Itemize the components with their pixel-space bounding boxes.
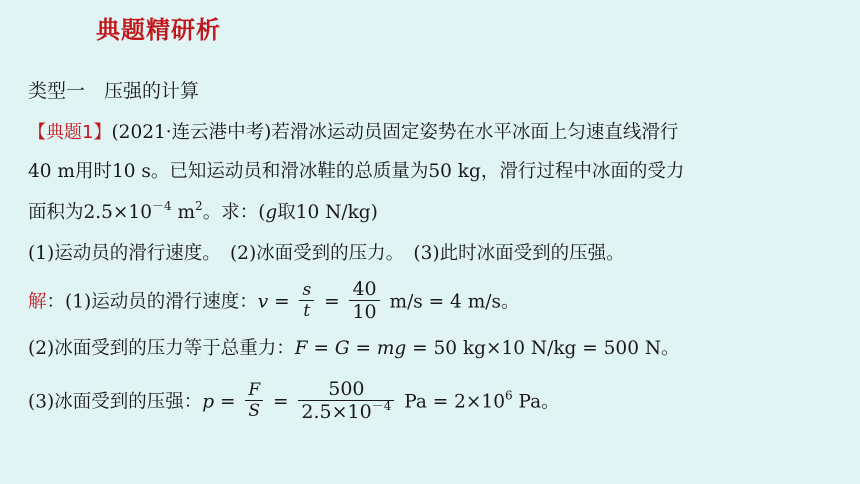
s-over-t-fraction [299,280,314,321]
problem-tag: 【典题1】 [28,122,112,143]
pressure-result-exponent: 6 [504,388,513,403]
ask-text: 。求：( [202,202,266,223]
velocity-result: m/s = 4 m/s。 [383,291,520,313]
pressure-symbol: p [202,391,215,413]
page-title: 典题精研析 [96,16,221,44]
problem-line2-text: 40 m用时10 s。已知运动员和滑冰鞋的总质量为50 kg，滑行过程中冰面的受力 [28,161,685,182]
solution-line-2 [28,335,680,363]
mg-symbol: mg [376,338,407,359]
fraction-denominator: S [248,401,261,421]
equals-sign: = [267,391,295,413]
g-symbol: g [265,202,278,223]
denominator-exponent: －4 [371,399,392,413]
problem-line-2 [28,158,684,186]
pressure-result-base: Pa = 2×10 [398,391,505,413]
velocity-symbol: v [257,291,269,313]
fraction-numerator: F [245,380,263,401]
problem-line-3 [28,199,378,227]
f-over-s-fraction [245,380,263,421]
problem-line1-text: (2021·连云港中考)若滑冰运动员固定姿势在水平冰面上匀速直线滑行 [111,122,679,143]
solution-line-3 [28,380,560,425]
gravity-symbol: G [334,338,350,359]
fraction-numerator: s [299,280,314,301]
area-value: 面积为2.5×10 [28,202,152,223]
equals-sign: = [307,338,335,359]
fraction-denominator: t [303,301,311,321]
type-title [28,76,199,105]
pressure-result-unit: Pa。 [512,391,560,413]
area-unit: m [171,202,196,223]
fraction-denominator: 10 [352,301,377,323]
type-title-text: 类型一 压强的计算 [28,80,200,102]
fraction-denominator [298,401,394,423]
problem-line-1 [28,117,678,147]
solution-2-intro: (2)冰面受到的压力等于总重力： [28,338,295,359]
area-unit-exponent: 2 [195,199,203,213]
questions-line [28,240,625,268]
solution-1-intro: ：(1)运动员的滑行速度： [46,291,258,313]
equals-sign: = [214,391,242,413]
fraction-numerator: 500 [298,378,394,401]
velocity-fraction [349,278,379,323]
g-value: 取10 N/kg) [277,202,378,223]
equals-sign: = [349,338,377,359]
fraction-numerator: 40 [349,278,379,301]
solution-line-1 [28,280,519,325]
pressure-fraction [298,378,394,423]
force-symbol: F [294,338,308,359]
equals-sign: = [268,291,296,313]
force-result: = 50 kg×10 N/kg = 500 N。 [406,338,680,359]
solution-3-intro: (3)冰面受到的压强： [28,391,203,413]
equals-sign: = [318,291,346,313]
area-exponent: －4 [151,199,172,213]
solution-label: 解 [28,291,47,313]
questions-text: (1)运动员的滑行速度。 (2)冰面受到的压力。 (3)此时冰面受到的压强。 [28,243,625,264]
denominator-base: 2.5×10 [301,401,372,423]
